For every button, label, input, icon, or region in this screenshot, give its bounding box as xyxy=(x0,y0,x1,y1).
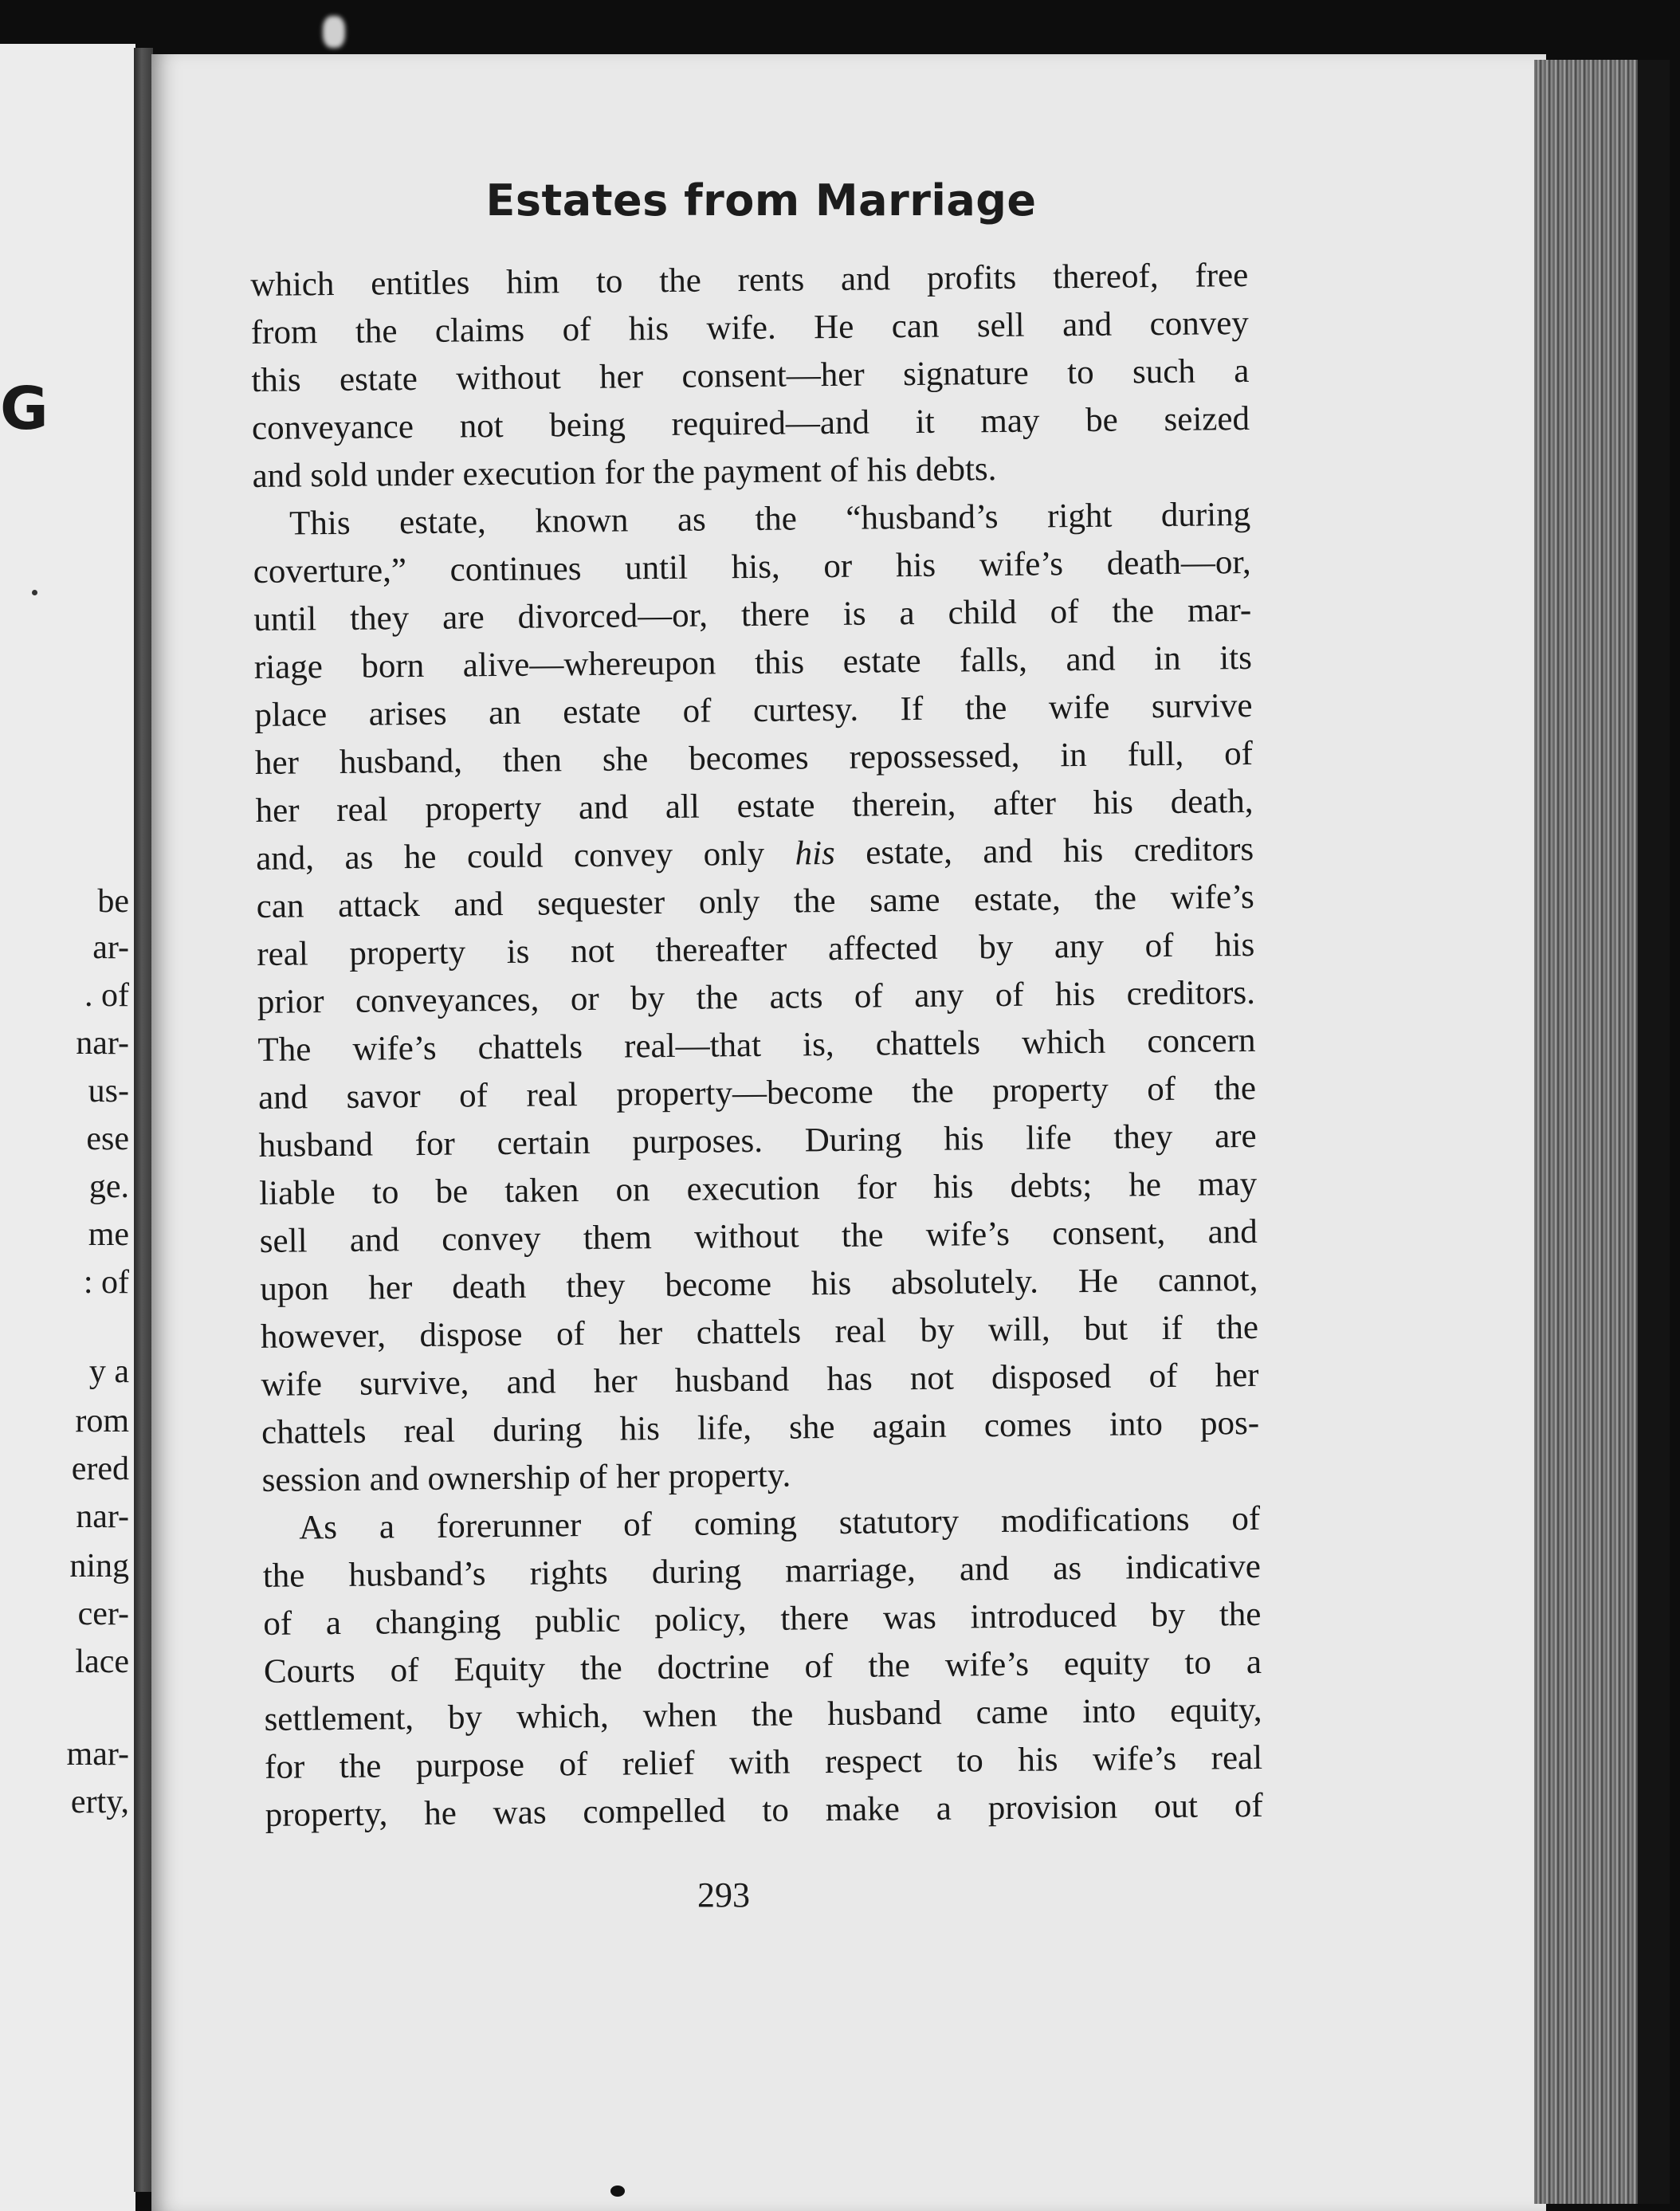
text-line: prior conveyances, or by the acts of any of his creditors. xyxy=(257,973,1256,1021)
facing-page-text-fragment: y a xyxy=(88,1353,129,1390)
facing-page-text-fragment: us- xyxy=(88,1073,129,1109)
text-line: chattels real during his life, she again comes into pos- xyxy=(261,1404,1260,1451)
text-line: her husband, then she becomes repossessed, in full, of xyxy=(254,734,1254,782)
facing-page-text-fragment: nar- xyxy=(76,1025,129,1062)
text-line: husband for certain purposes. During his life they are xyxy=(258,1117,1257,1164)
facing-page xyxy=(0,44,135,2211)
text-line: her real property and all estate therein, after his death, xyxy=(255,782,1254,830)
text-line: sell and convey them without the wife’s consent, and xyxy=(259,1212,1258,1260)
facing-page-text-fragment: be xyxy=(97,883,129,920)
facing-page-text-fragment: nar- xyxy=(76,1498,129,1535)
text-line: from the claims of his wife. He can sell and convey xyxy=(250,304,1250,351)
facing-page-heading-letter: G xyxy=(0,375,49,443)
page-number: 293 xyxy=(697,1875,750,1914)
emphasis: his xyxy=(795,834,836,873)
facing-page-text-fragment: me xyxy=(88,1216,129,1253)
text-line: the husband’s rights during marriage, and as indicative xyxy=(262,1547,1262,1595)
text-line: Courts of Equity the doctrine of the wife’s equity to a xyxy=(263,1643,1262,1691)
facing-page-text-fragment: lace xyxy=(75,1644,129,1680)
text-line: conveyance not being required—and it may be seized xyxy=(251,399,1250,447)
text-line: This estate, known as the “husband’s right during xyxy=(289,495,1251,543)
text-line: of a changing public policy, there was introduced by the xyxy=(263,1595,1262,1643)
text-line: for the purpose of relief with respect to his wife’s real xyxy=(264,1738,1263,1786)
facing-page-text-fragment: ese xyxy=(86,1121,129,1157)
text-line: upon her death they become his absolutely. He cannot, xyxy=(260,1260,1258,1308)
facing-page-text-fragment: ered xyxy=(71,1451,129,1487)
facing-page-text-fragment: erty, xyxy=(70,1784,129,1820)
facing-page-text-fragment: ge. xyxy=(88,1168,129,1205)
facing-page-text-fragment: rom xyxy=(75,1403,129,1439)
text-line: riage born alive—whereupon this estate falls, and in its xyxy=(253,638,1253,686)
facing-page-text-fragment: cer- xyxy=(77,1596,129,1632)
text-line: can attack and sequester only the same estate, the wife’s xyxy=(256,878,1254,925)
text-line: this estate without her consent—her signature to such a xyxy=(251,351,1250,399)
body-text xyxy=(250,252,1263,1840)
text-line: until they are divorced—or, there is a child of the mar- xyxy=(253,591,1252,638)
running-header: Estates from Marriage xyxy=(485,175,1037,226)
facing-page-text-fragment: mar- xyxy=(66,1736,129,1773)
text-line: coverture,” continues until his, or his wife’s death—or, xyxy=(253,543,1251,591)
text-line: real property is not thereafter affected by any of his xyxy=(257,925,1255,973)
text-line: settlement, by which, when the husband came into equity, xyxy=(264,1691,1262,1738)
text-line: As a forerunner of coming statutory modifications of xyxy=(299,1499,1261,1547)
book-gutter xyxy=(134,48,153,2192)
text-line: liable to be taken on execution for his debts; he may xyxy=(259,1164,1258,1212)
text-line: however, dispose of her chattels real by will, but if the xyxy=(260,1308,1259,1356)
facing-page-text-fragment: . of xyxy=(84,977,129,1014)
text-line: The wife’s chattels real—that is, chattels which concern xyxy=(257,1021,1256,1069)
text-line: place arises an estate of curtesy. If the wife survive xyxy=(254,686,1253,734)
text-line: and savor of real property—become the property of the xyxy=(257,1069,1257,1117)
facing-page-text-fragment: : of xyxy=(83,1264,129,1301)
scan-artifact xyxy=(323,16,345,48)
text-line: and, as he could convey only his estate, and his creditors xyxy=(255,830,1254,878)
text-line: wife survive, and her husband has not disposed of her xyxy=(261,1356,1259,1404)
scan-artifact xyxy=(610,2185,625,2197)
facing-page-text-fragment: ning xyxy=(69,1548,129,1585)
facing-page-text-fragment: ar- xyxy=(92,929,129,966)
page-edges xyxy=(1534,60,1646,2204)
text-line: which entitles him to the rents and profits thereof, free xyxy=(250,256,1249,304)
text-line: property, he was compelled to make a provision out of xyxy=(265,1786,1263,1834)
text-line: and sold under execution for the payment of his debts. xyxy=(252,450,997,495)
facing-page-dot xyxy=(32,590,37,595)
text-line: session and ownership of her property. xyxy=(261,1456,791,1499)
